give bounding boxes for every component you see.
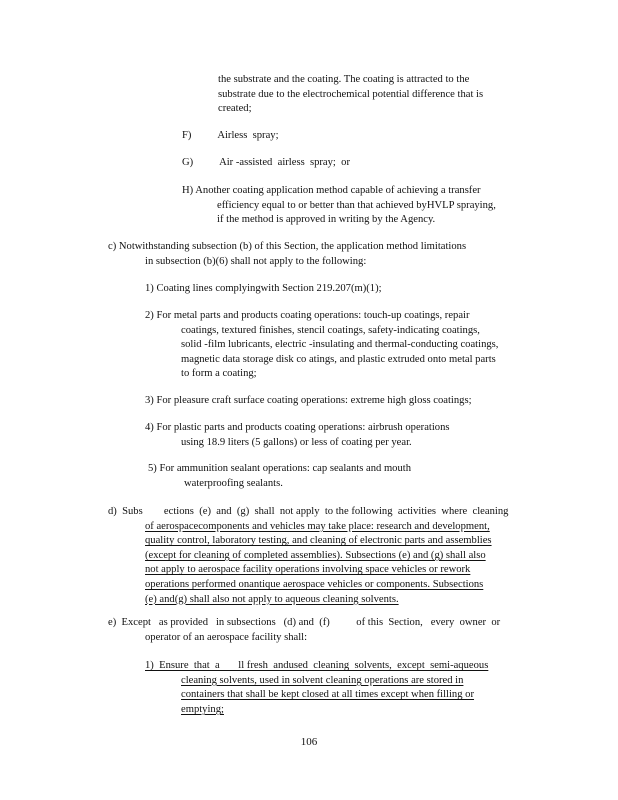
c-item-2 (145, 309, 540, 382)
underlined-line: not apply to aerospace facility operations involving space vehicles or rework (145, 564, 471, 576)
page-number: 106 (300, 736, 318, 748)
underlined-line: of aerospacecomponents and vehicles may take place: research and development, (145, 520, 490, 532)
text-line: 3) For pleasure craft surface coating operations: extreme high gloss coatings; (145, 395, 472, 406)
substrate-continuation (218, 73, 520, 117)
text-line: created; (218, 103, 252, 115)
text-line: 2) For metal parts and products coating operations: touch-up coatings, repair (145, 310, 470, 321)
text-line: coatings, textured finishes, stencil coatings, safety-indicating coatings, (181, 324, 480, 336)
underlined-line: emptying; (181, 703, 224, 715)
underlined-line: containers that shall be kept closed at all times except when filling or (181, 689, 475, 701)
c-item-1 (145, 282, 525, 297)
text-line: waterproofing sealants. (184, 477, 283, 489)
e-item-1 (145, 659, 540, 717)
text-line: 4) For plastic parts and products coating operations: airbrush operations (145, 422, 450, 433)
text-line: efficiency equal to or better than that achieved byHVLP spraying, (217, 199, 496, 211)
paragraph-d (108, 505, 548, 607)
underlined-line: cleaning solvents, used in solvent cleaning operations are stored in (181, 674, 464, 686)
text-line: to form a coating; (181, 368, 257, 380)
text-line: if the method is approved in writing by the Agency. (217, 214, 436, 226)
text-line: F) Airless spray; (182, 130, 279, 141)
text-line: solid -film lubricants, electric -insulating and thermal-conducting coatings, (181, 339, 499, 351)
text-line: H) Another coating application method capable of achieving a transfer (182, 185, 481, 196)
item-f (182, 129, 522, 144)
underlined-line: (e) and(g) shall also not apply to aqueous cleaning solvents. (145, 593, 399, 605)
text-line: operator of an aerospace facility shall: (145, 631, 308, 643)
c-item-4 (145, 421, 540, 450)
text-line: G) Air -assisted airless spray; or (182, 157, 350, 168)
text-line: 5) For ammunition sealant operations: cap sealants and mouth (148, 463, 412, 474)
text-line: in subsection (b)(6) shall not apply to the following: (145, 255, 367, 267)
text-line: 1) Coating lines complyingwith Section 219.207(m)(1); (145, 283, 382, 294)
item-g (182, 156, 522, 171)
underlined-line: quality control, laboratory testing, and cleaning of electronic parts and assemblies (145, 535, 492, 547)
c-item-3 (145, 394, 540, 409)
text-line: c) Notwithstanding subsection (b) of this Section, the application method limitations (108, 241, 467, 252)
text-line: using 18.9 liters (5 gallons) or less of coating per year. (181, 436, 412, 448)
c-item-5 (148, 462, 543, 491)
text-line: substrate due to the electrochemical potential difference that is (218, 88, 484, 100)
text-line: the substrate and the coating. The coating is attracted to the (218, 74, 470, 85)
underlined-line: (except for cleaning of completed assemblies). Subsections (e) and (g) shall also (145, 549, 486, 561)
text-line: e) Except as provided in subsections (d) and (f) of this Section, every owner or (108, 617, 501, 628)
paragraph-c (108, 240, 528, 269)
underlined-line: 1) Ensure that a ll fresh andused cleaning solvents, except semi-aqueous (145, 660, 489, 671)
underlined-line: operations performed onantique aerospace vehicles or components. Subsections (145, 578, 484, 590)
paragraph-e (108, 616, 528, 645)
text-line: magnetic data storage disk co atings, and plastic extruded onto metal parts (181, 353, 496, 365)
item-h (182, 184, 532, 228)
text-line: d) Subs ections (e) and (g) shall not apply to the following activities where cleaning (108, 506, 509, 517)
